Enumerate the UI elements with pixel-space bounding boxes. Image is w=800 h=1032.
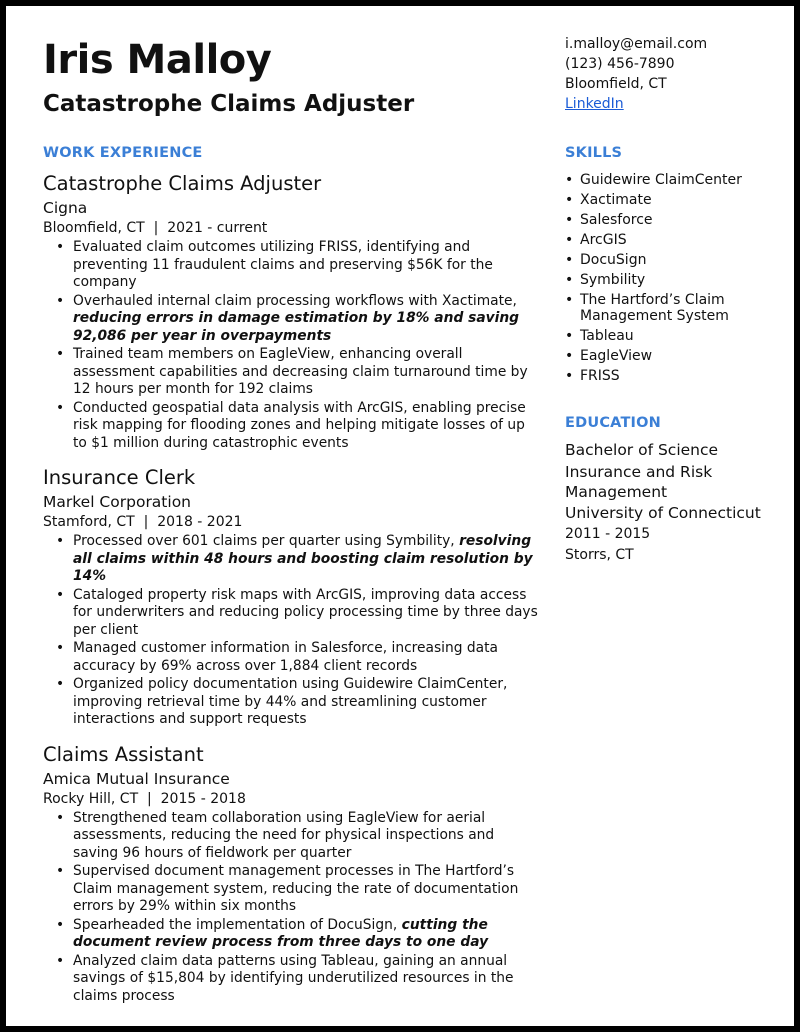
education-school: University of Connecticut [565, 504, 761, 522]
bullet-emphasis: reducing errors in damage estimation by 18% and saving 92,086 per year in overpayments [73, 310, 520, 344]
bullet-text: Trained team members on EagleView, enhancing overall assessment capabilities and decreasing claim turnaround time by 12 hours per month for 192 claims [73, 346, 528, 397]
job-location-dates: Bloomfield, CT | 2021 - current [43, 220, 268, 236]
bullet-emphasis: resolving all claims within 48 hours and boosting claim resolution by 14% [73, 533, 533, 584]
skills-heading: SKILLS [565, 145, 623, 161]
education-location: Storrs, CT [565, 547, 634, 563]
bullet-text: Analyzed claim data patterns using Tableau, gaining an annual savings of $15,804 by identifying underutilized resources in the claims process [73, 952, 514, 1004]
bullet-text: Managed customer information in Salesforce, increasing data accuracy by 69% across over 1,884 client records [73, 640, 498, 674]
work-experience-heading: WORK EXPERIENCE [43, 145, 203, 161]
job-bullet [73, 587, 543, 640]
bullet-text: Supervised document management processes in The Hartford’s Claim management system, reducing the rate of documentation errors by 29% within six months [73, 863, 519, 914]
education-heading: EDUCATION [565, 415, 662, 431]
job-bullet [73, 533, 543, 586]
skill-item: • Symbility [580, 272, 785, 289]
candidate-role: Catastrophe Claims Adjuster [43, 91, 415, 117]
bullet-text: Cataloged property risk maps with ArcGIS, improving data access for underwriters and reducing policy processing time by three days per client [73, 586, 538, 638]
bullet-text: Conducted geospatial data analysis with ArcGIS, enabling precise risk mapping for flooding zones and helping mitigate losses of up to $1 million during catastrophic events [73, 399, 526, 451]
contact-email: i.malloy@email.com [565, 36, 708, 52]
education-block [565, 440, 789, 566]
contact-block [565, 34, 707, 114]
skill-item: • FRISS [580, 368, 785, 385]
job-bullet [73, 239, 543, 292]
resume-page [6, 6, 794, 1026]
skill-item: • Salesforce [580, 212, 785, 229]
job-title: Claims Assistant [43, 742, 204, 766]
bullet-text: Processed over 601 claims per quarter using Symbility, [73, 533, 460, 549]
job-bullets [43, 533, 543, 729]
skill-item: • ArcGIS [580, 232, 785, 249]
candidate-name: Iris Malloy [43, 37, 272, 83]
skill-item: • Xactimate [580, 192, 785, 209]
job-location-dates: Stamford, CT | 2018 - 2021 [43, 514, 243, 530]
job-bullet [73, 346, 543, 399]
job-entry [43, 743, 543, 1006]
job-title: Catastrophe Claims Adjuster [43, 172, 322, 195]
job-bullet [73, 293, 543, 346]
job-bullet [73, 810, 543, 863]
job-company: Markel Corporation [43, 493, 191, 511]
education-years: 2011 - 2015 [565, 526, 651, 542]
linkedin-link[interactable]: LinkedIn [565, 96, 624, 112]
work-experience-list [43, 172, 543, 1019]
skill-item: • Guidewire ClaimCenter [580, 172, 785, 189]
job-bullet [73, 863, 543, 916]
education-field: Insurance and Risk Management [565, 463, 713, 501]
bullet-text: Overhauled internal claim processing workflows with Xactimate, [73, 292, 517, 309]
job-bullets [43, 810, 543, 1006]
job-entry [43, 172, 543, 452]
job-bullet [73, 640, 543, 675]
job-entry [43, 466, 543, 729]
bullet-text: Strengthened team collaboration using EagleView for aerial assessments, reducing the need for physical inspections and saving 96 hours of fieldwork per quarter [73, 809, 495, 861]
job-company: Amica Mutual Insurance [43, 769, 230, 788]
job-bullet [73, 400, 543, 453]
job-bullet [73, 953, 543, 1006]
job-bullet [73, 676, 543, 729]
job-bullet [73, 917, 543, 952]
education-degree: Bachelor of Science [565, 441, 719, 459]
bullet-emphasis: cutting the document review process from three days to one day [73, 916, 489, 950]
contact-location: Bloomfield, CT [565, 76, 667, 92]
contact-phone: (123) 456-7890 [565, 56, 675, 72]
bullet-text: Spearheaded the implementation of DocuSign, [73, 916, 402, 933]
bullet-text: Organized policy documentation using Guidewire ClaimCenter, improving retrieval time by 44% and streamlining customer interactions and support requests [73, 676, 508, 727]
skill-item: • The Hartford’s Claim Management System [580, 292, 785, 325]
skill-item: • Tableau [580, 328, 785, 345]
job-title: Insurance Clerk [43, 466, 196, 489]
job-bullets [43, 239, 543, 452]
job-company: Cigna [43, 199, 88, 217]
job-location-dates: Rocky Hill, CT | 2015 - 2018 [43, 790, 246, 807]
skill-item: • DocuSign [580, 252, 785, 269]
skills-list [565, 168, 785, 388]
bullet-text: Evaluated claim outcomes utilizing FRISS, identifying and preventing 11 fraudulent claims and preserving $56K for the company [73, 239, 493, 290]
skill-item: • EagleView [580, 348, 785, 365]
